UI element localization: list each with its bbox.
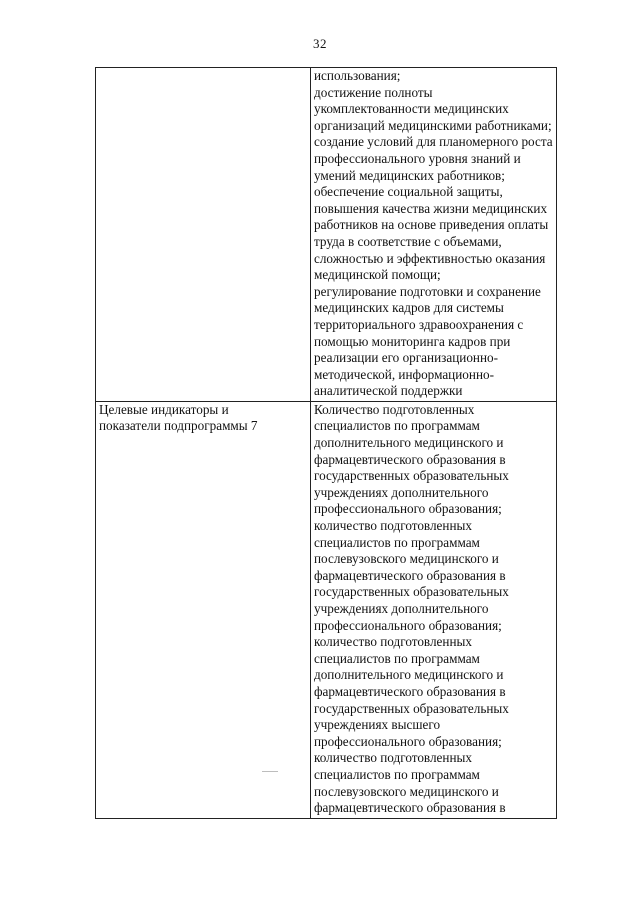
table-cell-label <box>96 68 311 402</box>
table-cell-label <box>96 401 311 818</box>
text-line: фармацевтического образования в <box>314 567 506 583</box>
table-row <box>96 401 557 818</box>
text-line: дополнительного медицинского и <box>314 667 504 683</box>
text-line: укомплектованности медицинских <box>314 101 509 117</box>
text-line: учреждениях дополнительного <box>314 484 489 500</box>
text-line: организаций медицинскими работниками; <box>314 117 552 133</box>
text-line: использования; <box>314 68 401 83</box>
text-line: государственных образовательных <box>314 584 509 600</box>
text-line: создание условий для планомерного роста <box>314 134 553 150</box>
text-line: профессионального образования; <box>314 501 502 517</box>
text-line: труда в соответствие с объемами, <box>314 233 502 249</box>
text-line: сложностью и эффективностью оказания <box>314 250 546 266</box>
text-line: специалистов по программам <box>314 766 480 782</box>
text-line: учреждениях высшего <box>314 717 441 733</box>
text-line: реализации его организационно- <box>314 350 499 366</box>
text-line: профессионального образования; <box>314 733 502 749</box>
text-line: специалистов по программам <box>314 418 480 434</box>
text-line: обеспечение социальной защиты, <box>314 184 503 200</box>
scan-speck <box>262 771 278 772</box>
text-line: государственных образовательных <box>314 700 509 716</box>
text-line: Количество подготовленных <box>314 401 475 417</box>
text-line: Целевые индикаторы и <box>99 401 229 417</box>
text-line: послевузовского медицинского и <box>314 783 499 799</box>
text-line: государственных образовательных <box>314 468 509 484</box>
text-line: учреждениях дополнительного <box>314 601 489 616</box>
document-table <box>95 67 557 819</box>
text-line: фармацевтического образования в <box>314 451 506 467</box>
text-line: дополнительного медицинского и <box>314 435 504 451</box>
table-cell-content <box>311 401 557 818</box>
text-line: достижение полноты <box>314 84 433 100</box>
text-line: профессионального уровня знаний и <box>314 150 521 166</box>
text-line: работников на основе приведения оплаты <box>314 217 549 233</box>
text-line: профессионального образования; <box>314 617 502 633</box>
text-line: умений медицинских работников; <box>314 167 505 183</box>
text-line: помощью мониторинга кадров при <box>314 333 511 349</box>
text-line: аналитической поддержки <box>314 383 463 399</box>
text-line: медицинской помощи; <box>314 267 441 283</box>
text-line: регулирование подготовки и сохранение <box>314 283 541 299</box>
text-line: специалистов по программам <box>314 534 480 550</box>
text-line: медицинских кадров для системы <box>314 300 504 316</box>
text-line: количество подготовленных <box>314 518 472 534</box>
text-line: специалистов по программам <box>314 650 480 666</box>
text-line: фармацевтического образования в <box>314 683 506 699</box>
text-line: показатели подпрограммы 7 <box>99 418 258 434</box>
text-line: количество подготовленных <box>314 750 472 766</box>
table-row <box>96 68 557 402</box>
text-line: послевузовского медицинского и <box>314 551 499 567</box>
table-cell-content <box>311 68 557 402</box>
text-line: территориального здравоохранения с <box>314 316 524 332</box>
text-line: количество подготовленных <box>314 634 472 650</box>
text-line: фармацевтического образования в <box>314 800 506 816</box>
text-line: методической, информационно- <box>314 366 494 382</box>
text-line: повышения качества жизни медицинских <box>314 200 548 216</box>
page-number: 32 <box>313 36 327 51</box>
